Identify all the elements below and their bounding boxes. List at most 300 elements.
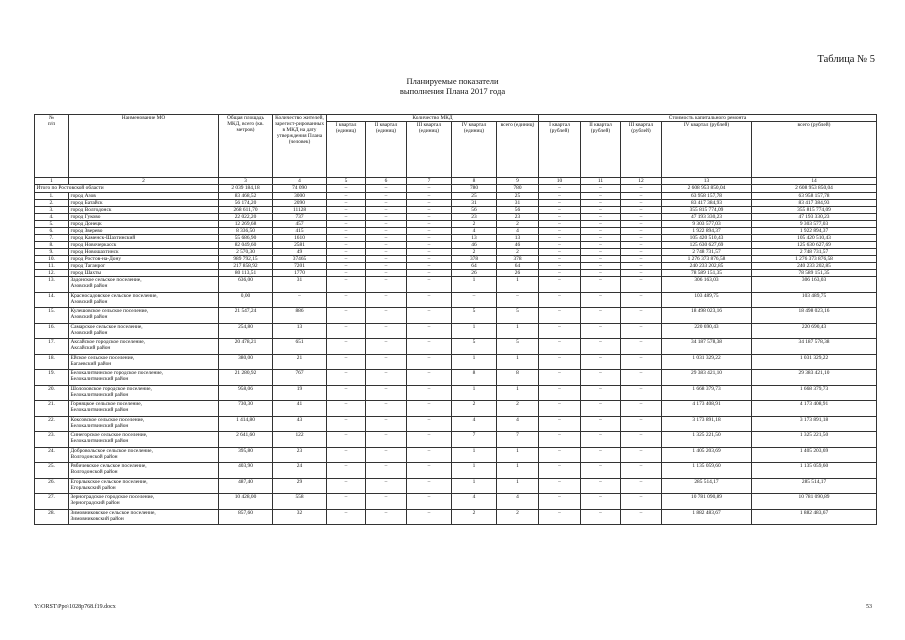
row-total-units: 1 [497,323,539,339]
row-residents: 558 [273,494,327,510]
row-area: 217 858,92 [219,263,273,270]
row-q2-rub: – [581,235,621,242]
row-q1-rub: – [539,370,581,386]
row-q2-units: – [366,193,407,200]
row-q3-units: – [407,416,452,432]
row-q3-units: – [407,323,452,339]
table-row [35,256,877,263]
row-area: 8 336,50 [219,228,273,235]
row-number: 26. [35,478,69,494]
row-q3-units: – [407,249,452,256]
row-q4-units: 378 [452,256,497,263]
total-all-rub: 2 608 953 850,04 [752,185,877,193]
row-q4-units: 4 [452,494,497,510]
row-q2-rub: – [581,385,621,401]
row-name-line1: Зимовниковское сельское поселение, [70,509,156,516]
row-q3-rub: – [621,432,662,448]
table-row [35,228,877,235]
header-cost-group: Стоимость капитального ремонта [539,115,877,122]
row-total-units: 2 [497,249,539,256]
row-name-line2: Белокалитвинский район [70,438,129,444]
row-q4-rub: 10 781 090,89 [662,494,752,510]
row-area: 958,06 [219,385,273,401]
table-row [35,416,877,432]
row-q4-units: 2 [452,221,497,228]
row-residents: 122 [273,432,327,448]
row-number: 16. [35,323,69,339]
row-q2-rub: – [581,323,621,339]
row-q4-units: 1 [452,323,497,339]
row-area: 268 611,70 [219,207,273,214]
row-area: 80 113,51 [219,270,273,277]
row-total-units: 2 [497,509,539,525]
row-q2-rub: – [581,228,621,235]
total-q2-rub: – [581,185,621,193]
row-number: 22. [35,416,69,432]
row-q3-rub: – [621,249,662,256]
row-q1-rub: – [539,221,581,228]
row-total-units: 46 [497,242,539,249]
row-q1-units: – [327,277,366,293]
row-name [69,277,219,293]
row-q1-units: – [327,256,366,263]
row-area: 0,00 [219,292,273,308]
row-residents: 41 [273,401,327,417]
row-residents: 43 [273,416,327,432]
row-q2-units: – [366,200,407,207]
row-name-line2: Белокалитвинский район [70,422,129,429]
row-total-rub: 34 187 578,38 [752,339,877,355]
row-q1-rub: – [539,354,581,370]
row-name [69,401,219,417]
row-number: 2. [35,200,69,207]
row-q1-rub: – [539,339,581,355]
document-title-line1: Планируемые показатели [406,76,499,86]
row-total-units: 8 [497,370,539,386]
row-q2-rub: – [581,463,621,479]
row-total-units: 2 [497,221,539,228]
row-q1-units: – [327,235,366,242]
row-name-line2: Азовский район [70,314,108,320]
row-q4-units: 26 [452,270,497,277]
row-q4-rub: 105 420 510,43 [662,235,752,242]
row-name-line2: Егорлыкский район [70,484,116,491]
row-q2-rub: – [581,354,621,370]
row-area: 254,80 [219,323,273,339]
row-q3-units: – [407,432,452,448]
row-number: 4. [35,214,69,221]
row-name-line2: Багаевский район [70,360,112,367]
row-total-rub: 1 668 379,73 [752,385,877,401]
row-q2-rub: – [581,432,621,448]
row-residents: 11128 [273,207,327,214]
row-q1-rub: – [539,463,581,479]
row-total-rub: 4 173 408,91 [752,401,877,417]
row-total-rub: 63 958 157,78 [752,193,877,200]
row-q1-rub: – [539,242,581,249]
row-q3-units: – [407,308,452,324]
row-name [69,509,219,525]
row-q4-units: 1 [452,385,497,401]
row-q3-units: – [407,478,452,494]
row-q1-units: – [327,339,366,355]
row-name-line2: Зерноградский район [70,500,120,506]
row-area: 12 269,68 [219,221,273,228]
row-q1-units: – [327,228,366,235]
row-q2-rub: – [581,221,621,228]
row-number: 13. [35,277,69,293]
row-residents: 737 [273,214,327,221]
row-name-line1: город Волгодонск [70,207,112,213]
row-q1-units: – [327,263,366,270]
column-number-row [35,178,877,185]
row-number: 20. [35,385,69,401]
row-number: 8. [35,242,69,249]
row-q2-rub: – [581,214,621,221]
col-number: 5 [327,178,366,185]
row-q4-units: 1 [452,277,497,293]
row-total-rub: 1 405 203,69 [752,447,877,463]
row-name [69,323,219,339]
row-name [69,270,219,277]
header-q1-units: I квартал (единиц) [327,122,366,178]
row-q4-rub: 9 303 577,03 [662,221,752,228]
table-row [35,292,877,308]
row-name-line1: город Ростов-на-Дону [70,256,122,262]
row-area: 2 570,30 [219,249,273,256]
table-row [35,249,877,256]
row-q2-units: – [366,207,407,214]
row-name-line1: Белокалитвинское городское поселение, [70,370,163,376]
row-q2-units: – [366,432,407,448]
table-number: Таблица № 5 [817,54,875,65]
row-total-units: 26 [497,270,539,277]
row-q2-units: – [366,221,407,228]
row-q2-rub: – [581,242,621,249]
row-q4-units: 2 [452,509,497,525]
row-name-line2: Белокалитвинский район [70,376,129,382]
row-q4-rub: 1 882 483,67 [662,509,752,525]
row-q4-units: 8 [452,370,497,386]
row-name-line1: город Зверево [70,228,103,234]
row-residents: 651 [273,339,327,355]
row-q3-units: – [407,463,452,479]
row-q1-rub: – [539,207,581,214]
row-q3-rub: – [621,478,662,494]
row-q3-rub: – [621,200,662,207]
row-area: 380,00 [219,354,273,370]
row-q1-rub: – [539,193,581,200]
row-name-line2: Волгодонской район [70,453,118,460]
row-residents: 1770 [273,270,327,277]
row-q2-rub: – [581,292,621,308]
row-q3-units: – [407,235,452,242]
row-area: 21 547,24 [219,308,273,324]
row-total-units: 4 [497,228,539,235]
row-q2-rub: – [581,416,621,432]
header-num: № п/п [35,115,69,178]
row-q2-units: – [366,509,407,525]
row-total-units: 1 [497,463,539,479]
col-number: 4 [273,178,327,185]
row-q1-units: – [327,249,366,256]
table-row [35,463,877,479]
table-row [35,447,877,463]
header-q3-rub: III квартал (рублей) [621,122,662,178]
row-q1-rub: – [539,277,581,293]
row-residents: 37465 [273,256,327,263]
row-name [69,200,219,207]
row-residents: 2581 [273,242,327,249]
row-q4-rub: 355 815 774,09 [662,207,752,214]
row-q4-rub: 1 135 059,60 [662,463,752,479]
row-q3-rub: – [621,339,662,355]
row-residents: 7201 [273,263,327,270]
row-q3-units: – [407,270,452,277]
row-q3-rub: – [621,354,662,370]
row-name-line1: Ейское сельское поселение, [70,354,135,361]
row-name [69,221,219,228]
row-q3-rub: – [621,228,662,235]
table-row [35,354,877,370]
row-q3-rub: – [621,509,662,525]
row-area: 10 428,00 [219,494,273,510]
row-q1-rub: – [539,270,581,277]
row-q4-units: 31 [452,200,497,207]
row-q1-rub: – [539,228,581,235]
row-q4-units: 23 [452,214,497,221]
row-total-rub: 105 420 510,43 [752,235,877,242]
row-q1-rub: – [539,214,581,221]
col-number: 1 [35,178,69,185]
row-name-line2: Аксайский район [70,345,111,351]
row-q2-units: – [366,242,407,249]
row-q4-rub: 285 514,17 [662,478,752,494]
row-name-line1: город Новочеркасск [70,242,117,248]
row-area: 989 792,15 [219,256,273,263]
row-number: 3. [35,207,69,214]
row-q4-units: 2 [452,401,497,417]
row-q1-units: – [327,214,366,221]
row-q4-rub: 1 405 203,69 [662,447,752,463]
table-row [35,277,877,293]
row-q1-units: – [327,354,366,370]
row-name-line1: Зерноградское городское поселение, [70,494,155,500]
row-q3-rub: – [621,323,662,339]
row-number: 12. [35,270,69,277]
row-total-rub: 29 383 421,10 [752,370,877,386]
row-residents: 23 [273,447,327,463]
row-q3-rub: – [621,270,662,277]
table-row [35,432,877,448]
row-total-units: 4 [497,416,539,432]
row-name-line1: Егорлыкское сельское поселение, [70,478,148,485]
row-residents: 29 [273,478,327,494]
row-q4-units: 4 [452,416,497,432]
row-q1-units: – [327,370,366,386]
row-number: 17. [35,339,69,355]
document-title-line2: выполнения Плана 2017 года [399,86,506,96]
row-q2-units: – [366,256,407,263]
col-number: 7 [407,178,452,185]
row-q3-rub: – [621,416,662,432]
total-q2-units: – [366,185,407,193]
row-name-line1: Горняцкое сельское поселение, [70,401,143,407]
table-row [35,214,877,221]
row-total-rub: 1 922 894,37 [752,228,877,235]
row-q1-rub: – [539,432,581,448]
row-q1-units: – [327,193,366,200]
row-q4-units: 13 [452,235,497,242]
row-name [69,308,219,324]
col-number: 9 [497,178,539,185]
row-residents: 457 [273,221,327,228]
row-q2-rub: – [581,200,621,207]
row-name [69,370,219,386]
row-total-units: 4 [497,494,539,510]
total-row [35,185,877,193]
row-q1-units: – [327,292,366,308]
row-total-rub: 1 276 373 876,58 [752,256,877,263]
page-number: 53 [866,604,872,610]
row-residents: 415 [273,228,327,235]
col-number: 10 [539,178,581,185]
row-q4-rub: 34 187 578,38 [662,339,752,355]
row-q4-units: 56 [452,207,497,214]
row-total-rub: 18 498 023,16 [752,308,877,324]
row-q2-rub: – [581,256,621,263]
row-q2-rub: – [581,401,621,417]
row-total-units: 1 [497,277,539,293]
row-q3-rub: – [621,370,662,386]
row-name-line1: город Донецк [70,221,102,227]
row-residents: 32 [273,509,327,525]
plan-indicators-table [34,114,877,525]
row-q2-rub: – [581,494,621,510]
row-residents: 767 [273,370,327,386]
row-q4-rub: 220 690,43 [662,323,752,339]
row-q2-rub: – [581,478,621,494]
row-q2-units: – [366,339,407,355]
row-q2-units: – [366,292,407,308]
row-q3-rub: – [621,447,662,463]
row-number: 18. [35,354,69,370]
row-name [69,256,219,263]
row-total-rub: 285 514,17 [752,478,877,494]
row-name [69,263,219,270]
row-q4-rub: 125 630 627,69 [662,242,752,249]
header-q2-rub: II квартал (рублей) [581,122,621,178]
row-q4-rub: 1 276 373 876,58 [662,256,752,263]
table-row [35,242,877,249]
row-name [69,432,219,448]
row-q1-units: – [327,270,366,277]
row-residents: – [273,292,327,308]
row-q2-rub: – [581,263,621,270]
row-q4-units: 64 [452,263,497,270]
row-name [69,235,219,242]
row-q2-units: – [366,494,407,510]
total-q4-rub: 2 608 953 850,04 [662,185,752,193]
row-area: 857,60 [219,509,273,525]
row-q1-units: – [327,401,366,417]
row-total-units: – [497,292,539,308]
row-name-line1: Шолоховское городское поселение, [70,385,152,392]
row-name [69,292,219,308]
row-q1-units: – [327,207,366,214]
row-q3-rub: – [621,263,662,270]
row-total-units: 5 [497,339,539,355]
row-q3-units: – [407,228,452,235]
row-q3-units: – [407,263,452,270]
row-q1-rub: – [539,235,581,242]
row-name [69,214,219,221]
row-total-rub: 10 781 090,89 [752,494,877,510]
row-q3-units: – [407,447,452,463]
row-q4-rub: 1 031 329,22 [662,354,752,370]
row-q1-units: – [327,242,366,249]
row-name [69,249,219,256]
row-q2-rub: – [581,308,621,324]
col-number: 12 [621,178,662,185]
row-q1-rub: – [539,263,581,270]
table-row [35,339,877,355]
row-residents: 13 [273,323,327,339]
row-name [69,193,219,200]
row-area: 22 022,20 [219,214,273,221]
row-q1-units: – [327,221,366,228]
header-row-1 [35,115,877,122]
row-q3-rub: – [621,494,662,510]
row-q2-units: – [366,214,407,221]
row-q4-units: 1 [452,463,497,479]
row-q1-rub: – [539,308,581,324]
row-name [69,478,219,494]
row-q3-rub: – [621,207,662,214]
header-area: Общая площадь МКД, всего (кв. метров) [219,115,273,178]
row-q1-rub: – [539,200,581,207]
row-total-rub: 103 489,75 [752,292,877,308]
row-total-units: 378 [497,256,539,263]
header-name: Наименование МО [69,115,219,178]
row-q1-units: – [327,200,366,207]
row-q3-units: – [407,354,452,370]
row-q1-rub: – [539,447,581,463]
row-name-line2: Азовский район [70,329,108,336]
row-total-units: 2 [497,401,539,417]
header-total-rub: всего (рублей) [752,122,877,178]
row-name [69,463,219,479]
table-row [35,221,877,228]
row-q4-rub: 29 383 421,10 [662,370,752,386]
row-name-line1: город Гуково [70,214,101,220]
row-name-line2: Белокалитвинский район [70,407,129,413]
row-q1-units: – [327,432,366,448]
row-name-line1: город Каменск-Шахтинский [70,235,136,241]
row-q4-rub: 3 173 891,18 [662,416,752,432]
row-number: 5. [35,221,69,228]
row-q1-rub: – [539,494,581,510]
row-total-rub: 1 325 221,50 [752,432,877,448]
row-q2-rub: – [581,207,621,214]
row-name [69,447,219,463]
row-q3-units: – [407,401,452,417]
col-number: 3 [219,178,273,185]
row-q2-units: – [366,370,407,386]
row-q2-rub: – [581,193,621,200]
total-q4-units: 780 [452,185,497,193]
row-q3-units: – [407,292,452,308]
